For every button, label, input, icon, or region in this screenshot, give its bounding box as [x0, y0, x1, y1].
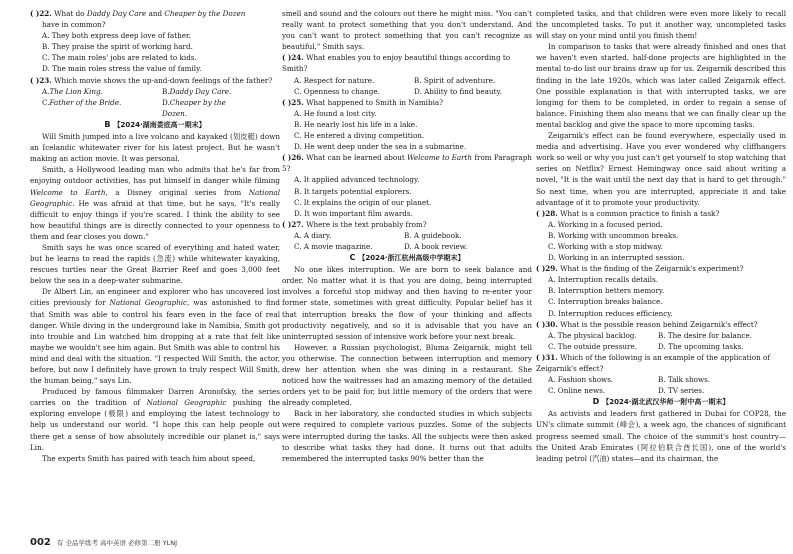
option: B. Interruption betters memory.	[548, 286, 665, 296]
option: B. He nearly lost his life in a lake.	[294, 119, 418, 129]
paragraph	[30, 164, 280, 242]
option-row	[548, 330, 786, 341]
question-stem: Where is the text probably from?	[306, 219, 427, 229]
option: D. He went deep under the sea in a submarine.	[294, 142, 467, 152]
movie-title: Daddy Day Care	[86, 9, 147, 18]
question-stem: and	[146, 9, 165, 18]
question-stem: What happened to Smith in Namibia?	[306, 97, 444, 107]
option: C. The main roles' jobs are related to kids.	[42, 53, 197, 63]
text: Dr Albert Lin, an engineer and explorer who has uncovered lost cities previously for	[30, 287, 280, 308]
question-stem: What enables you to enjoy beautiful things according to Smith?	[282, 53, 511, 74]
option-row	[294, 230, 532, 241]
question-number: ( )27.	[282, 219, 304, 229]
question-stem: have in common?	[42, 20, 106, 30]
option: C. Openness to change.	[294, 86, 380, 96]
paragraph: In comparison to tasks that were already finished and ones that we haven't even started, half-done projects are highlighted in the mental to-do list our brains draw up for us. Zeigarnik described this finding in the late 1920s, which was later called Zeigarnik effect. One possible explanation is that with interrupted tasks, we are longing for them to be completed, in order to regain a sense of balance. Finishing them also means that we can finally clear up the mental backlog and give the space to more upcoming tasks.	[536, 42, 786, 129]
question-29	[536, 263, 786, 274]
option: Cheaper by the Dozen.	[162, 97, 226, 118]
title: National Geographic	[30, 187, 280, 208]
option: D. Working in an interrupted session.	[548, 253, 685, 263]
option: The Lion King.	[49, 86, 103, 96]
paragraph: Zeigarnik's effect can be found everywhere, especially used in media and advertising. Have you ever wondered why cliffhangers work so well or why you just can't get yourself to stop watching that series on Netflix? Ernest Hemingway once said about writing a novel, "It is the wait until the next day that is hard to get through." So next time, when you are interrupted, appreciate it and take advantage of it to promote your productivity.	[536, 131, 786, 207]
paragraph: The experts Smith has paired with teach him about speed,	[42, 453, 256, 463]
option: A. A diary.	[294, 230, 332, 240]
paragraph: However, a Russian psychologist, Bluma Zeigarnik, might tell you otherwise. The connection between interruption and memory drew her attention when she was dining in a restaurant. She noticed how the waitresses had an amazing memory of the detailed orders yet to be paid for, but little memory of the orders that were already completed.	[282, 342, 532, 408]
title: Welcome to Earth	[30, 187, 106, 197]
page-footer	[30, 537, 177, 548]
question-22	[30, 8, 280, 19]
section-header-c	[282, 252, 532, 264]
option: C. Interruption breaks balance.	[548, 297, 663, 307]
question-stem: What do	[54, 9, 87, 18]
option: A. Respect for nature.	[294, 75, 375, 85]
text: Smith, a Hollywood leading man who admits that he's far from enjoying outdoor activities, has put himself in danger while filming	[30, 165, 280, 186]
option-row	[548, 341, 786, 352]
section-letter: C	[349, 253, 356, 263]
section-source: 【2024·湖南娄底高一期末】	[113, 120, 206, 129]
section-source: 【2024·湖北武汉华师一附中高一期末】	[602, 398, 730, 407]
option: A. Fashion shows.	[548, 375, 614, 385]
title: National Geographic	[109, 298, 188, 308]
paragraph: Smith says he was once scared of everything and hated water, but he learns to read the rapids (急流) while whitewater kayaking, rescues turtles near the Great Barrier Reef and goes 3,000 feet below the sea in a deep-water submarine.	[30, 242, 280, 286]
option-letter: D.	[162, 97, 170, 107]
question-26	[282, 152, 532, 174]
question-number: ( )22.	[30, 9, 52, 18]
question-25	[282, 97, 532, 108]
column-right	[536, 8, 786, 464]
question-number: ( )24.	[282, 53, 304, 63]
question-30	[536, 319, 786, 330]
option: A. The physical backlog.	[548, 330, 637, 340]
paragraph: completed tasks, and that children were even more likely to recall the uncompleted tasks. To put it another way, uncompleted tasks will stay on your mind until you finish them!	[536, 9, 786, 41]
option-row	[548, 385, 786, 396]
paragraph: smell and sound and the colours out there he might miss. "You can't really want to protect something that you don't understand. And you can't want to protect something that you can't recognize as beautiful," Smith says.	[282, 9, 532, 52]
section-header-b	[30, 119, 280, 131]
question-stem: Which movie shows the up-and-down feelings of the father?	[54, 75, 273, 85]
question-24	[282, 52, 532, 74]
paragraph	[30, 386, 280, 453]
paragraph: Back in her laboratory, she conducted studies in which subjects were required to complete various puzzles. Some of the subjects were interrupted during the tasks. All the subjects were then asked to describe what tasks they had done. It turns out that adults remembered the interrupted tasks 90% better than the	[282, 409, 532, 463]
section-letter: D	[592, 397, 600, 407]
question-stem: What is the possible reason behind Zeigarnik's effect?	[560, 319, 758, 329]
option-row	[42, 97, 280, 119]
option-row	[294, 75, 532, 86]
option-row	[294, 241, 532, 252]
option: B. They praise the spirit of working hard.	[42, 42, 193, 52]
option-row	[42, 86, 280, 97]
option: C. He entered a diving competition.	[294, 131, 425, 141]
option: A. It applied advanced technology.	[294, 175, 420, 185]
option: B. Working with uncommon breaks.	[548, 230, 679, 240]
section-letter: B	[104, 119, 111, 129]
paragraph: As activists and leaders first gathered in Dubai for COP28, the UN's climate summit (峰会), a week ago, the chances of significant progress seemed small. The choice of the summit's host country—the United Arab Emirates (阿拉伯联合酋长国), one of the world's leading petrol (汽油) states—and its chairman, the	[536, 409, 786, 463]
option: D. TV series.	[658, 386, 705, 396]
option: C. Working with a stop midway.	[548, 241, 663, 251]
option-row	[294, 86, 532, 97]
question-28	[536, 208, 786, 219]
option: A. He found a lost city.	[294, 108, 377, 118]
footer-text: 有 全品学练考 高中英语 必修第二册 YLNJ	[56, 539, 178, 547]
paragraph: Will Smith jumped into a live volcano and kayaked (划皮艇) down an Icelandic whitewater river for his latest project. But he wasn't making an action movie. It was personal.	[30, 132, 280, 164]
option: D. The main roles stress the value of family.	[42, 64, 202, 74]
option: D. A book review.	[404, 241, 468, 251]
question-stem: What can be learned about	[306, 153, 408, 163]
option: C. It explains the origin of our planet.	[294, 197, 432, 207]
page-number: 002	[30, 537, 51, 548]
question-stem: from Paragraph 5?	[282, 153, 532, 174]
option: C. The outside pressure.	[548, 341, 638, 351]
text: pushing the exploring envelope (极限) and employing the latest technology to help us understand our world. "I hope this can help people out there get a sense of how absolutely incredible our planet is," says Lin.	[30, 398, 280, 452]
text: . He was afraid at that time, but he says, "It's really difficult to enjoy things if you're scared. I think the ability to see how beautiful things are is directly connected to your openness to them and fear closes you down."	[30, 198, 280, 241]
option-letter: C.	[42, 97, 50, 107]
option: B. A guidebook.	[404, 230, 462, 240]
option: B. It targets potential explorers.	[294, 186, 412, 196]
section-header-d	[536, 396, 786, 408]
question-number: ( )25.	[282, 97, 304, 107]
option: A. They both express deep love of father.	[42, 31, 191, 41]
paragraph	[30, 286, 280, 386]
option: Father of the Bride.	[49, 97, 122, 107]
question-number: ( )31.	[536, 352, 558, 362]
option-row	[548, 374, 786, 385]
question-31	[536, 352, 786, 374]
option: B. Spirit of adventure.	[414, 75, 496, 85]
text: , was astonished to find that Smith was able to control his fears even in the face of real danger. While diving in the underground lake in Namibia, Smith got into trouble and Lin watched him dropping at a rate that felt like maybe we wouldn't see him again. But Smith was able to control his mind and deal with the situation. "I respected Will Smith, the actor, before, but now I definitely have grown to truly respect Will Smith, the human being," says Lin.	[30, 298, 280, 386]
movie-title: Cheaper by the Dozen	[164, 9, 246, 18]
title: National Geographic	[146, 398, 227, 408]
option: D. The upcoming tasks.	[658, 341, 744, 351]
column-left	[30, 8, 280, 464]
option: C. Online news.	[548, 386, 606, 396]
question-number: ( )28.	[536, 208, 558, 218]
section-source: 【2024·浙江杭州高级中学期末】	[358, 254, 465, 263]
title: Welcome to Earth	[407, 153, 473, 163]
question-number: ( )30.	[536, 319, 558, 329]
question-stem: What is the finding of the Zeigarnik's experiment?	[560, 264, 744, 274]
option: A. Interruption recalls details.	[548, 275, 659, 285]
option: D. Interruption reduces efficiency.	[548, 308, 673, 318]
option: A. Working in a focused period.	[548, 219, 663, 229]
option-letter: A.	[42, 86, 50, 96]
option-letter: B.	[162, 86, 170, 96]
paragraph: No one likes interruption. We are born to seek balance and order. No matter what it is that you are doing, being interrupted involves a forceful stop midway and then having to re-enter your former state, sometimes with great difficulty. Popular belief has it that interruption breaks the flow of your thinking and affects productivity negatively, and so it is advisable that you have an uninterrupted session of intensive work before your next break.	[282, 265, 532, 341]
text: , a Disney original series from	[105, 187, 249, 197]
question-stem: What is a common practice to finish a task?	[560, 208, 720, 218]
option: D. It won important film awards.	[294, 208, 413, 218]
text: Produced by famous filmmaker Darren Aronofsky, the series carries on the tradition of	[30, 387, 280, 408]
question-number: ( )23.	[30, 75, 52, 85]
option: C. A movie magazine.	[294, 241, 373, 251]
question-stem: Which of the following is an example of the application of Zeigarnik's effect?	[536, 352, 771, 373]
option: Daddy Day Care.	[169, 86, 232, 96]
question-number: ( )29.	[536, 264, 558, 274]
question-27	[282, 219, 532, 230]
column-middle	[282, 8, 532, 464]
option: D. Ability to find beauty.	[414, 86, 502, 96]
option: B. Talk shows.	[658, 375, 711, 385]
option: B. The desire for balance.	[658, 330, 752, 340]
question-23	[30, 75, 280, 86]
question-number: ( )26.	[282, 153, 304, 163]
